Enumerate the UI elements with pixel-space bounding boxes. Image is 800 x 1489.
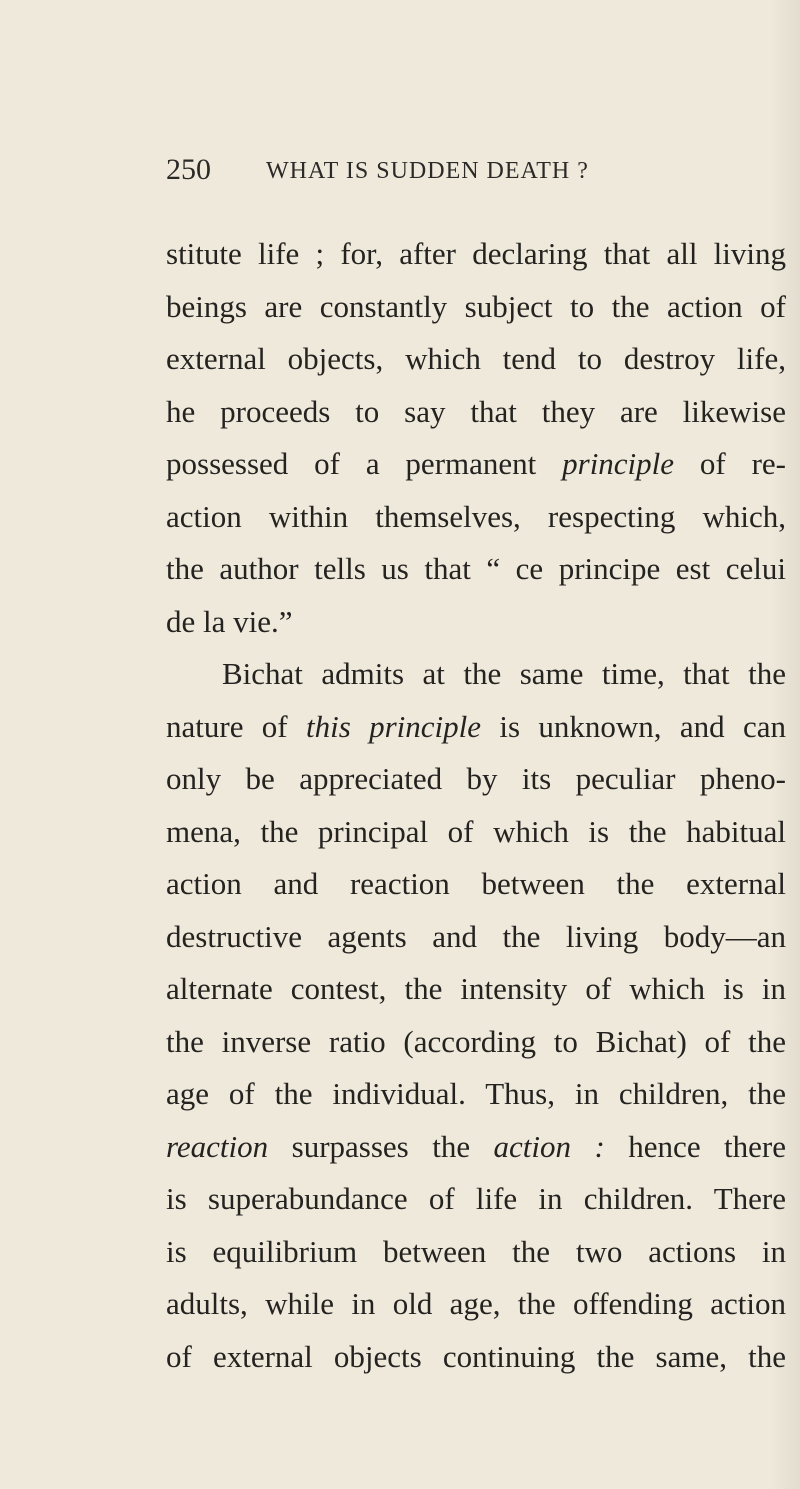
text-run: is unknown, and can xyxy=(481,708,786,744)
text-line: external objects, which tend to destroy life, xyxy=(166,341,786,376)
text-line: action within themselves, respecting which, xyxy=(166,498,786,534)
text-run: hence there xyxy=(604,1128,786,1164)
text-line: he proceeds to say that they are likewise xyxy=(166,393,786,429)
text-line: stitute life ; for, after declaring that all living xyxy=(166,236,786,271)
text-line xyxy=(166,1121,786,1174)
italic-text-run: reaction xyxy=(166,1128,269,1164)
text-line: of external objects continuing the same, the xyxy=(166,1338,786,1374)
page-header xyxy=(166,150,786,190)
text-run: nature of xyxy=(166,708,306,744)
text-line: mena, the principal of which is the habitual xyxy=(166,813,786,849)
text-line: action and reaction between the external xyxy=(166,866,786,901)
page-number: 250 xyxy=(166,153,211,186)
text-line xyxy=(166,701,786,754)
paragraph-first-line: Bichat admits at the same time, that the xyxy=(222,656,786,691)
italic-text-run: this principle xyxy=(305,708,482,744)
text-run: surpasses the xyxy=(268,1128,494,1164)
text-line: destructive agents and the living body—an xyxy=(166,918,786,954)
italic-text-run: principle xyxy=(562,446,675,481)
running-head: WHAT IS SUDDEN DEATH ? xyxy=(266,158,589,184)
text-line: alternate contest, the intensity of which is in xyxy=(166,971,786,1006)
text-line: is superabundance of life in children. There xyxy=(166,1181,786,1216)
text-line: age of the individual. Thus, in children, the xyxy=(166,1076,786,1111)
text-line xyxy=(166,438,786,491)
text-run: of re- xyxy=(674,446,786,481)
text-line: beings are constantly subject to the action of xyxy=(166,288,786,324)
text-line: adults, while in old age, the offending action xyxy=(166,1286,786,1321)
text-run: possessed of a permanent xyxy=(166,446,563,481)
text-line: is equilibrium between the two actions in xyxy=(166,1233,786,1269)
text-line: only be appreciated by its peculiar pheno- xyxy=(166,761,786,796)
text-line: the inverse ratio (according to Bichat) of the xyxy=(166,1023,786,1059)
text-line: de la vie.” xyxy=(166,603,293,639)
body-text xyxy=(166,228,786,1383)
text-line: the author tells us that “ ce principe est celui xyxy=(166,551,786,586)
italic-text-run: action : xyxy=(493,1128,605,1164)
